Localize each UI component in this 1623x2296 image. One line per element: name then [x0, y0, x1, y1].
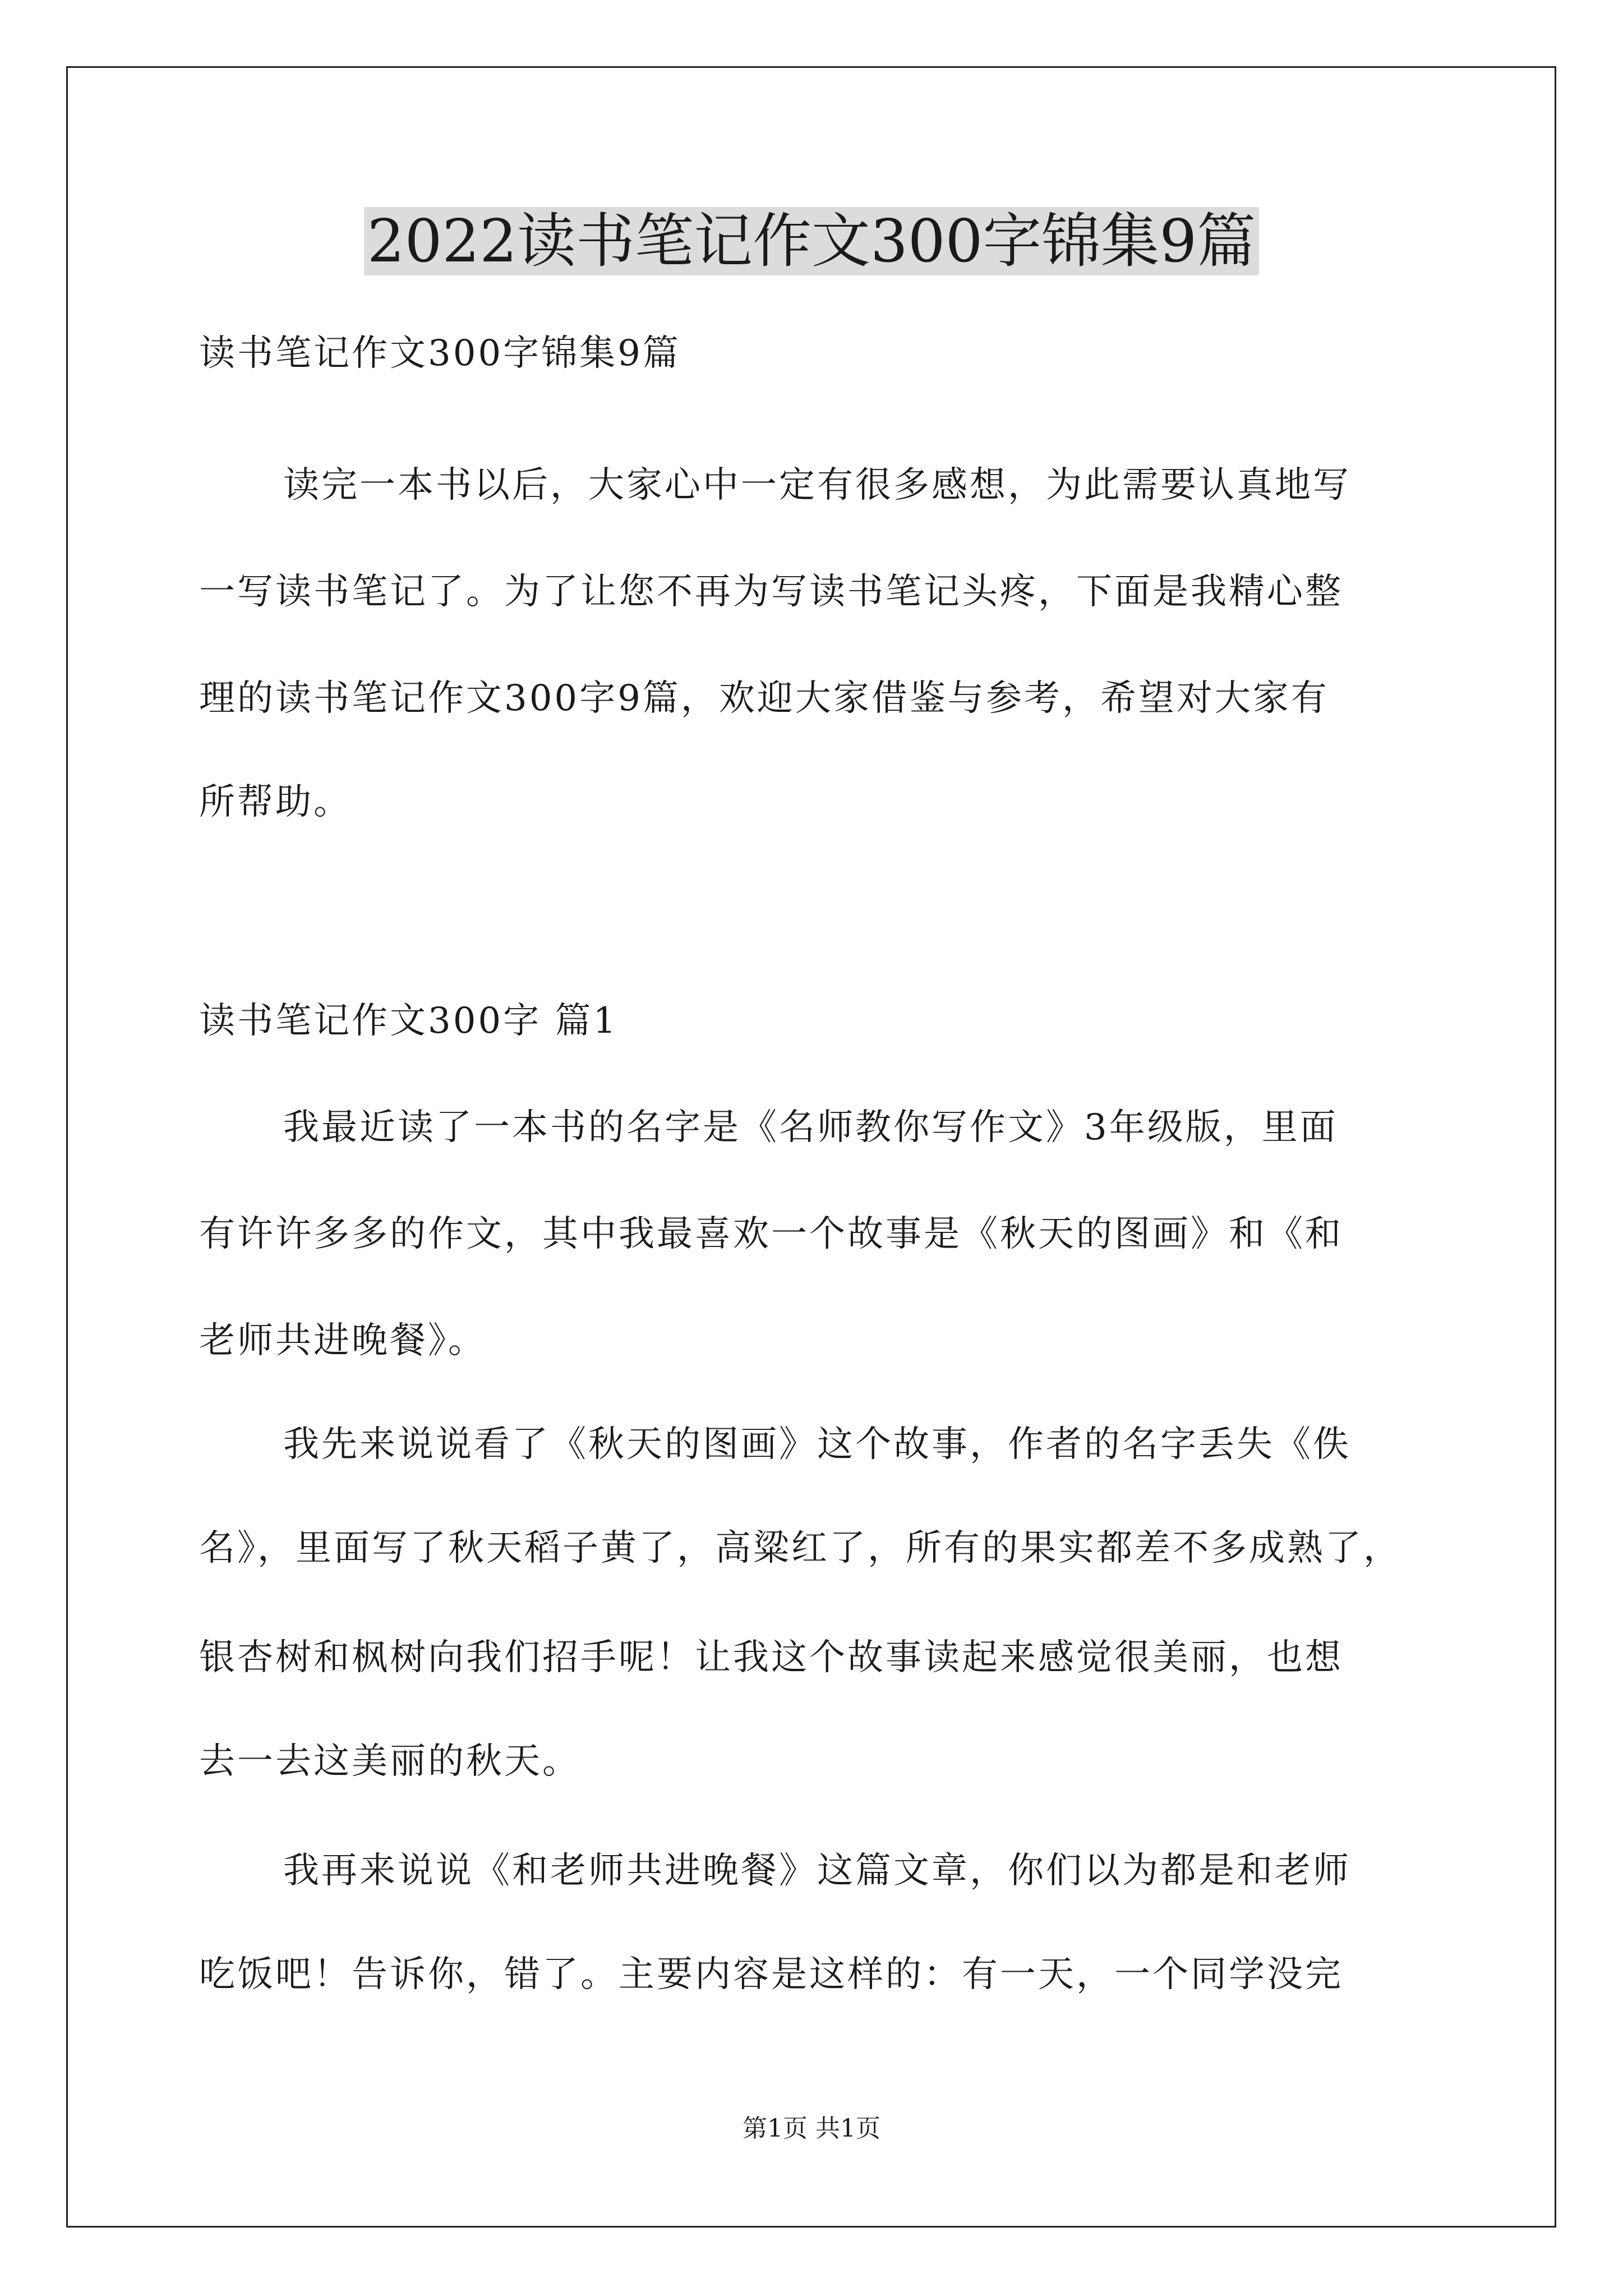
paragraph2-line-1: 我先来说说看了《秋天的图画》这个故事，作者的名字丢失《佚 — [283, 1424, 1351, 1465]
page-number-footer: 第1页 共1页 — [743, 2114, 880, 2143]
document-subtitle: 读书笔记作文300字锦集9篇 — [199, 333, 681, 374]
intro-line-3: 理的读书笔记作文300字9篇，欢迎大家借鉴与参考，希望对大家有 — [199, 678, 1329, 719]
intro-line-2: 一写读书笔记了。为了让您不再为写读书笔记头疼，下面是我精心整 — [199, 571, 1343, 613]
paragraph1-line-2: 有许许多多的作文，其中我最喜欢一个故事是《秋天的图画》和《和 — [199, 1213, 1343, 1255]
paragraph2-line-2: 名》，里面写了秋天稻子黄了，高粱红了，所有的果实都差不多成熟了， — [199, 1527, 1401, 1569]
document-title: 2022读书笔记作文300字锦集9篇 — [0, 202, 1623, 280]
paragraph1-line-1: 我最近读了一本书的名字是《名师教你写作文》3年级版，里面 — [283, 1107, 1338, 1148]
intro-line-1: 读完一本书以后，大家心中一定有很多感想，为此需要认真地写 — [283, 464, 1351, 506]
paragraph2-line-4: 去一去这美丽的秋天。 — [199, 1741, 580, 1782]
paragraph1-line-3: 老师共进晚餐》。 — [199, 1320, 486, 1361]
paragraph3-line-1: 我再来说说《和老师共进晚餐》这篇文章，你们以为都是和老师 — [283, 1850, 1351, 1892]
paragraph3-line-2: 吃饭吧！告诉你，错了。主要内容是这样的：有一天，一个同学没完 — [199, 1954, 1343, 1995]
intro-line-4: 所帮助。 — [199, 781, 352, 823]
paragraph2-line-3: 银杏树和枫树向我们招手呢！让我这个故事读起来感觉很美丽，也想 — [199, 1637, 1343, 1678]
section-heading: 读书笔记作文300字 篇1 — [199, 1000, 619, 1042]
